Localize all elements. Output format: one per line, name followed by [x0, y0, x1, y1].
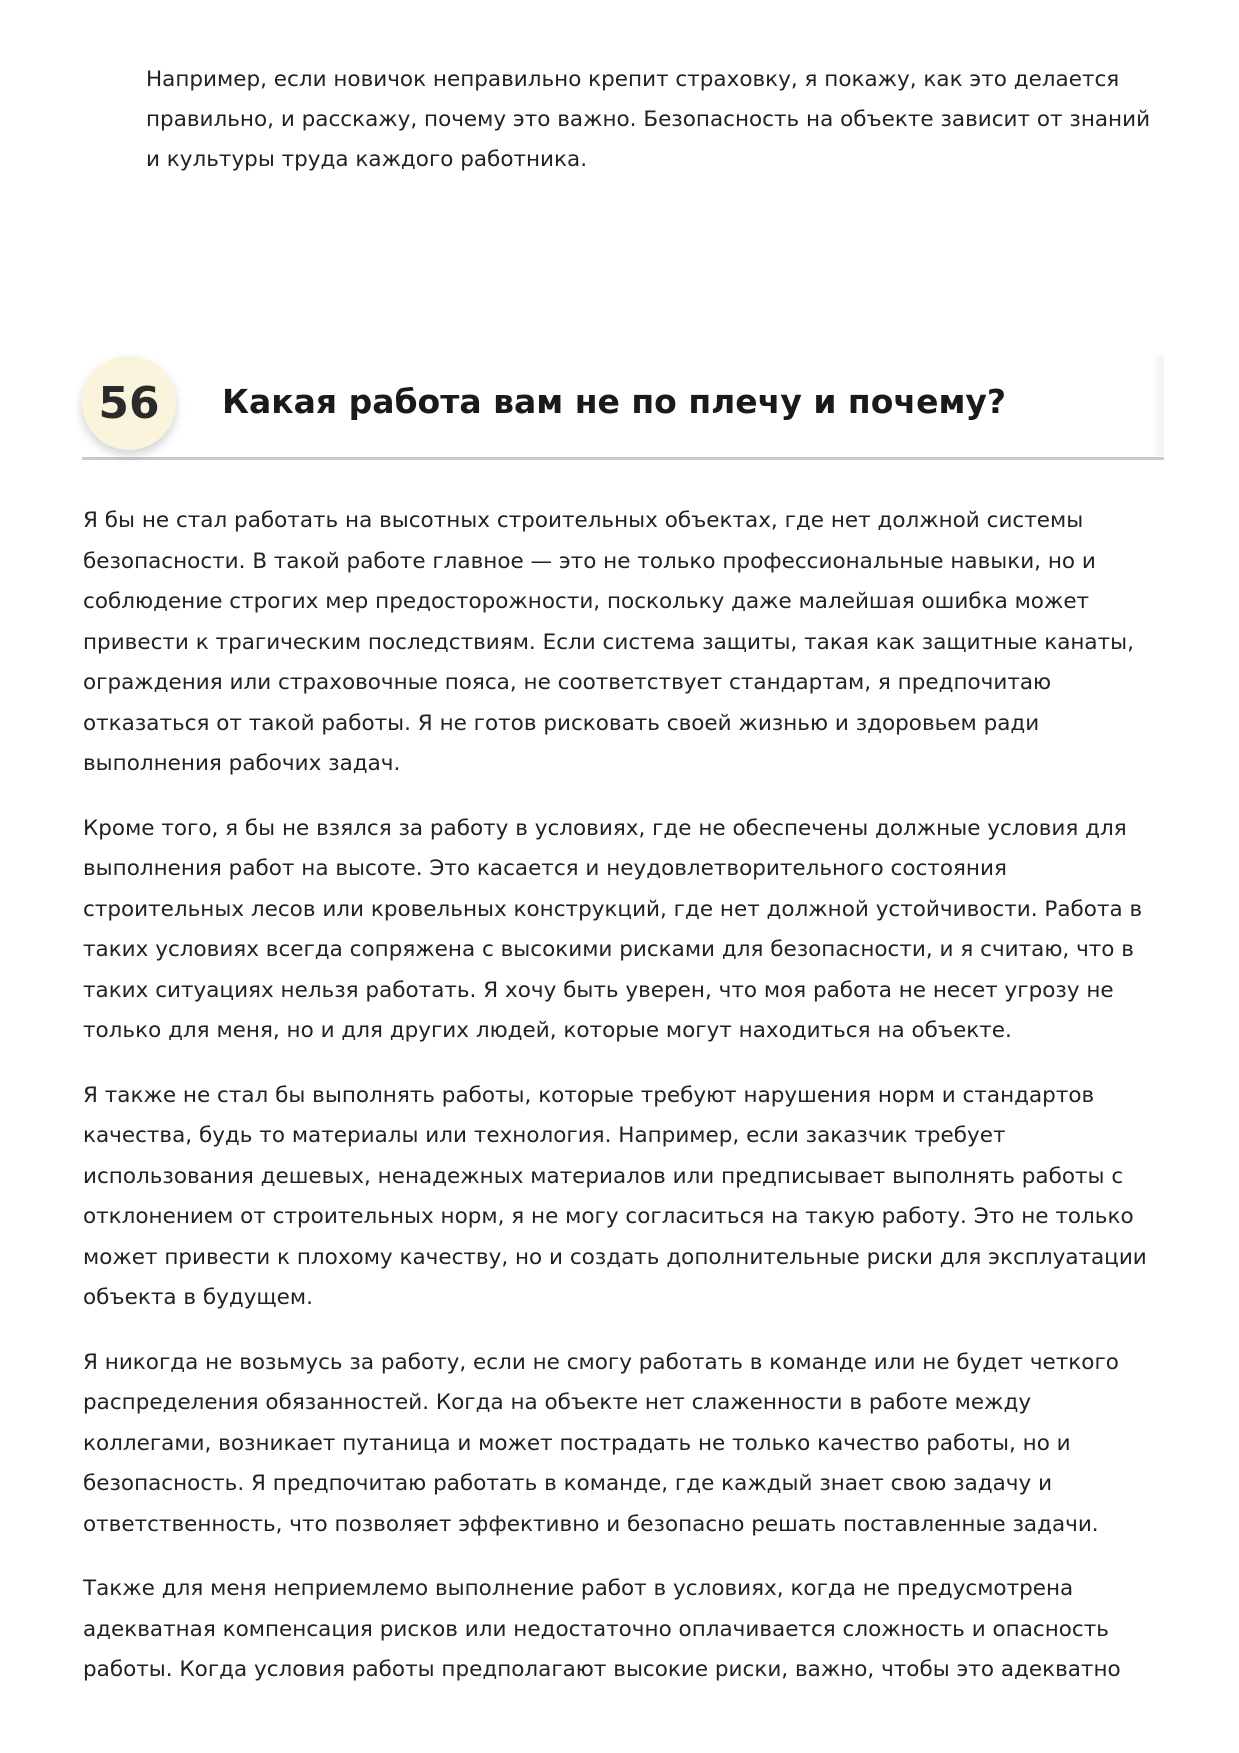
answer-paragraph: Кроме того, я бы не взялся за работу в условиях, где не обеспечены должные условия для выполнения работ на высоте. Это касается и неудовлетворительного состояния строительных лесов или кровельных конструкций, где нет должной устойчивости. Работа в таких условиях всегда сопряжена с высокими рисками для безопасности, и я считаю, что в таких ситуациях нельзя работать. Я хочу быть уверен, что моя работа не несет угрозу не только для меня, но и для других людей, которые могут находиться на объекте. [83, 815, 1143, 1043]
question-number-badge: 56 [82, 356, 176, 450]
answer-paragraph: Я также не стал бы выполнять работы, которые требуют нарушения норм и стандартов качества, будь то материалы или технология. Например, если заказчик требует использования дешевых, ненадежных материалов или предписывает выполнять работы с отклонением от строительных норм, я не могу согласиться на такую работу. Это не только может привести к плохому качеству, но и создать дополнительные риски для эксплуатации объекта в будущем. [83, 1082, 1147, 1310]
answer-paragraph: Я никогда не возьмусь за работу, если не смогу работать в команде или не будет четкого распределения обязанностей. Когда на объекте нет слаженности в работе между коллегами, возникает путаница и может пострадать не только качество работы, но и безопасность. Я предпочитаю работать в команде, где каждый знает свою задачу и ответственность, что позволяет эффективно и безопасно решать поставленные задачи. [83, 1349, 1119, 1537]
answer-body [83, 501, 1163, 1715]
question-header [82, 356, 1164, 460]
answer-paragraph: Я бы не стал работать на высотных строительных объектах, где нет должной системы безопасности. В такой работе главное — это не только профессиональные навыки, но и соблюдение строгих мер предосторожности, поскольку даже малейшая ошибка может привести к трагическим последствиям. Если система защиты, такая как защитные канаты, ограждения или страховочные пояса, не соответствует стандартам, я предпочитаю отказаться от такой работы. Я не готов рисковать своей жизнью и здоровьем ради выполнения рабочих задач. [83, 508, 1134, 776]
question-title: Какая работа вам не по плечу и почему? [222, 382, 1007, 421]
answer-paragraph: Также для меня неприемлемо выполнение работ в условиях, когда не предусмотрена адекватная компенсация рисков или недостаточно оплачивается сложность и опасность работы. Когда условия работы предполагают высокие риски, важно, чтобы это адекватно [83, 1576, 1121, 1682]
header-shade [1150, 356, 1164, 456]
intro-paragraph: Например, если новичок неправильно крепит страховку, я покажу, как это делается правильно, и расскажу, почему это важно. Безопасность на объекте зависит от знаний и культуры труда каждого работника. [146, 67, 1151, 172]
